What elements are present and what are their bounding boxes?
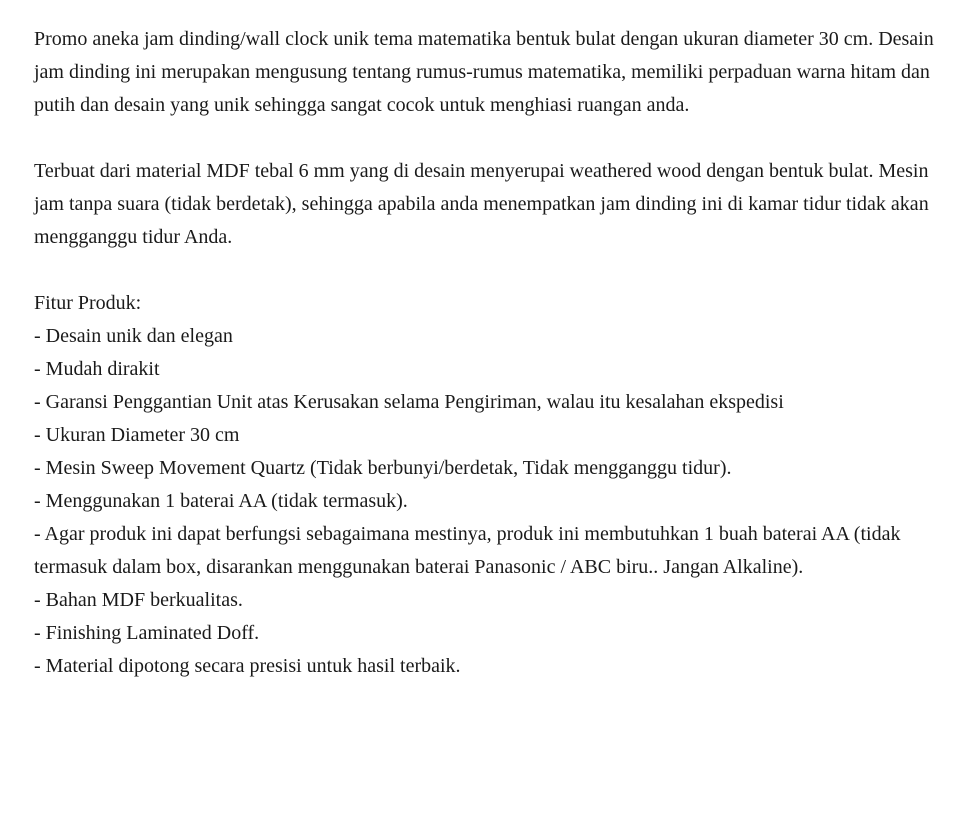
feature-list [34, 287, 934, 683]
feature-item: - Finishing Laminated Doff. [34, 622, 260, 644]
feature-item: - Mudah dirakit [34, 358, 160, 380]
description-paragraph-1: Promo aneka jam dinding/wall clock unik tema matematika bentuk bulat dengan ukuran diameter 30 cm. Desain jam dinding ini merupakan mengusung tentang rumus-rumus matematika, memiliki perpaduan warna hitam dan putih dan desain yang unik sehingga sangat cocok untuk menghiasi ruangan anda. [34, 28, 939, 116]
feature-item: - Mesin Sweep Movement Quartz (Tidak berbunyi/berdetak, Tidak mengganggu tidur). [34, 457, 732, 479]
feature-item: - Menggunakan 1 baterai AA (tidak termasuk). [34, 490, 408, 512]
feature-item: - Material dipotong secara presisi untuk hasil terbaik. [34, 655, 461, 677]
paragraph-spacer [34, 122, 934, 155]
feature-item: - Ukuran Diameter 30 cm [34, 424, 240, 446]
description-paragraph-2: Terbuat dari material MDF tebal 6 mm yang di desain menyerupai weathered wood dengan bentuk bulat. Mesin jam tanpa suara (tidak berdetak), sehingga apabila anda menempatkan jam dinding ini di kamar tidur tidak akan mengganggu tidur Anda. [34, 160, 934, 248]
feature-item: - Bahan MDF berkualitas. [34, 589, 243, 611]
feature-item: - Agar produk ini dapat berfungsi sebagaimana mestinya, produk ini membutuhkan 1 buah baterai AA (tidak termasuk dalam box, disarankan menggunakan baterai Panasonic / ABC biru.. Jangan Alkaline). [34, 523, 901, 578]
feature-heading: Fitur Produk: [34, 292, 142, 314]
paragraph-spacer [34, 254, 934, 287]
feature-item: - Garansi Penggantian Unit atas Kerusakan selama Pengiriman, walau itu kesalahan ekspedisi [34, 391, 784, 413]
product-description [34, 23, 939, 683]
feature-item: - Desain unik dan elegan [34, 325, 233, 347]
